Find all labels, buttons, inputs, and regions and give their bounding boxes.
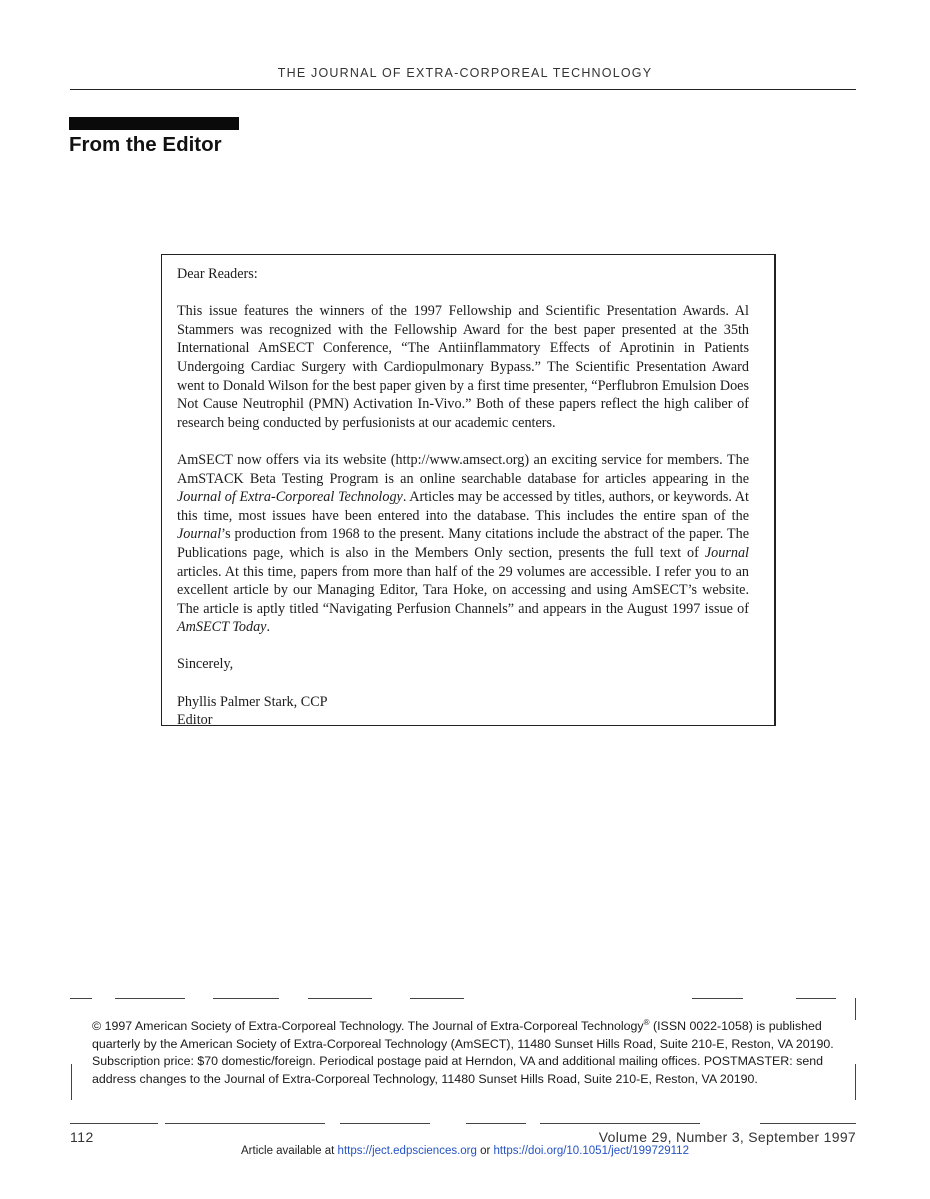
running-head: THE JOURNAL OF EXTRA-CORPOREAL TECHNOLOGY: [277, 66, 653, 80]
paragraph-website: [177, 451, 749, 637]
p2-text-e: .: [266, 619, 271, 636]
header-rule: [70, 89, 856, 90]
copyright-notice: [92, 1014, 852, 1089]
journal-site-link[interactable]: https://ject.edpsciences.org: [337, 1145, 477, 1157]
p2-text-c: ’s production from 1968 to the present. Many citations include the abstract of the paper. The Publications page, which is also in the Members Only section, presents the full text of: [177, 526, 749, 561]
closing: Sincerely,: [177, 656, 234, 673]
registered-mark: ®: [643, 1018, 650, 1027]
volume-info: Volume 29, Number 3, September 1997: [598, 1129, 856, 1145]
article-availability: [0, 1145, 930, 1157]
availability-or: or: [476, 1145, 494, 1157]
magazine-title: AmSECT Today: [177, 619, 267, 636]
journal-short-2: Journal: [704, 544, 749, 561]
doi-link[interactable]: https://doi.org/10.1051/ject/199729112: [493, 1145, 689, 1157]
salutation: Dear Readers:: [177, 266, 258, 282]
signer-title: Editor: [177, 712, 213, 729]
p2-text-b: . Articles may be accessed by titles, authors, or keywords. At this time, most issues have been entered into the database. This includes the entire span of the: [177, 489, 749, 524]
signer-name: Phyllis Palmer Stark, CCP: [177, 693, 328, 710]
p2-text-d: articles. At this time, papers from more than half of the 29 volumes are accessible. I refer you to an excellent article by our Managing Editor, Tara Hoke, on accessing and using AmSECT’s website. The article is aptly titled “Navigating Perfusion Channels” and appears in the August 1997 issue of: [177, 563, 749, 617]
footer-bracket-right: [855, 998, 856, 1020]
section-bar: [69, 117, 239, 130]
paragraph-awards: This issue features the winners of the 1997 Fellowship and Scientific Presentation Awards. Al Stammers was recognized with the Fellowship Award for the best paper presented at the 35th International AmSECT Conference, “The Antiinflammatory Effects of Aprotinin in Patients Undergoing Cardiac Surgery with Cardiopulmonary Bypass.” The Scientific Presentation Award went to Donald Wilson for the best paper given by a first time presenter, “Perflubron Emulsion Does Not Cause Neutrophil (PMN) Activation In-Vivo.” Both of these papers reflect the high caliber of research being conducted by perfusionists at our academic centers.: [177, 303, 749, 431]
letter-body: [177, 265, 749, 730]
footer-bracket-left: [71, 1064, 72, 1100]
copyright-text-a: © 1997 American Society of Extra-Corporeal Technology. The Journal of Extra-Corporeal Technology: [92, 1019, 644, 1034]
footer-bracket-right-lower: [855, 1064, 856, 1100]
page-number: 112: [70, 1129, 94, 1145]
journal-title: Journal of Extra-Corporeal Technology: [177, 489, 403, 506]
section-title: From the Editor: [69, 133, 222, 156]
copyright-text-b: (ISSN 0022-1058) is published quarterly by the American Society of Extra-Corporeal Technology (AmSECT), 11480 Sunset Hills Road, Suite 210-E, Reston, VA 20190. Subscription price: $70 domestic/foreign. Periodical postage paid at Herndon, VA and additional mailing offices. POSTMASTER: send address changes to the Journal of Extra-Corporeal Technology, 11480 Sunset Hills Road, Suite 210-E, Reston, VA 20190.: [92, 1019, 834, 1086]
journal-short: Journal: [177, 526, 222, 543]
p2-text-a: AmSECT now offers via its website (http://www.amsect.org) an exciting service for members. The AmSTACK Beta Testing Program is an online searchable database for articles appearing in the: [177, 451, 749, 487]
availability-prefix: Article available at: [241, 1145, 338, 1157]
